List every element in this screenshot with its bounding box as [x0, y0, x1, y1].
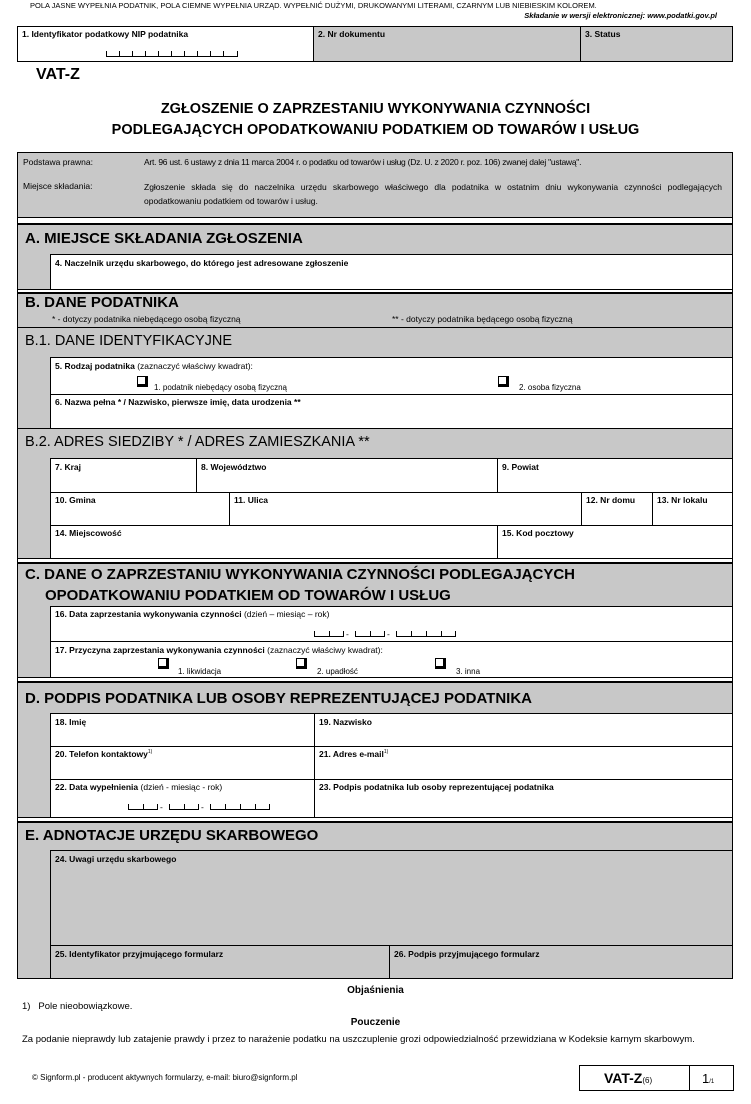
field-4-label: 4. Naczelnik urzędu skarbowego, do którego jest adresowane zgłoszenie [55, 258, 349, 268]
explanation-1: 1) Pole nieobowiązkowe. [22, 1001, 133, 1012]
nip-input-ticks [106, 51, 238, 57]
section-e-title: E. ADNOTACJE URZĘDU SKARBOWEGO [25, 827, 319, 844]
field-23-label: 23. Podpis podatnika lub osoby reprezentującej podatnika [319, 782, 554, 792]
field-6-label: 6. Nazwa pełna * / Nazwisko, pierwsze imię, data urodzenia ** [55, 397, 301, 407]
field-8-label: 8. Województwo [201, 462, 267, 472]
fill-date-day-ticks[interactable] [128, 804, 158, 810]
status-field [581, 26, 733, 62]
section-b-note-natural-person: ** - dotyczy podatnika będącego osobą fizyczną [392, 314, 573, 324]
fill-instruction: POLA JASNE WYPEŁNIA PODATNIK, POLA CIEMNE WYPEŁNIA URZĄD. WYPEŁNIĆ DUŻYMI, DRUKOWANYMI LITERAMI, CZARNYM LUB NIEBIESKIM KOLOREM. [30, 1, 597, 10]
checkbox-liquidation[interactable] [158, 658, 169, 669]
field-9-label: 9. Powiat [502, 462, 539, 472]
field-7-label: 7. Kraj [55, 462, 81, 472]
legal-basis-text: Art. 96 ust. 6 ustawy z dnia 11 marca 2004 r. o podatku od towarów i usług (Dz. U. z 2020 r. poz. 106) zwanej dalej "ustawą". [144, 157, 582, 167]
section-b1-title: B.1. DANE IDENTYFIKACYJNE [25, 333, 233, 349]
fill-date-month-ticks[interactable] [169, 804, 199, 810]
field-19-label: 19. Nazwisko [319, 717, 372, 727]
option-natural-person-label: 2. osoba fizyczna [519, 383, 581, 392]
submission-place-text: Zgłoszenie składa się do naczelnika urzędu skarbowego właściwego dla podatnika w ostatnim dniu wykonywania czynności podlegających opodatkowaniu podatkiem od towarów i usług. [144, 182, 722, 206]
field-14-label: 14. Miejscowość [55, 528, 122, 538]
date-year-ticks [396, 631, 456, 637]
status-label: 3. Status [585, 29, 621, 39]
nip-label: 1. Identyfikator podatkowy NIP podatnika [22, 29, 189, 39]
submission-place-label: Miejsce składania: [23, 181, 93, 191]
checkbox-legal-entity[interactable] [137, 376, 148, 387]
address-grid [50, 458, 732, 558]
section-c-title-line1: C. DANE O ZAPRZESTANIU WYKONYWANIA CZYNNOŚCI PODLEGAJĄCYCH [25, 566, 576, 583]
page-number: 1/1 [702, 1071, 715, 1086]
field-22-label: 22. Data wypełnienia (dzień - miesiąc - rok) [55, 782, 223, 792]
field-25-label: 25. Identyfikator przyjmującego formularz [55, 949, 224, 959]
option-other-label: 3. inna [456, 667, 481, 676]
section-b-note-legal-entity: * - dotyczy podatnika niebędącego osobą fizyczną [52, 314, 241, 324]
field-24-label: 24. Uwagi urzędu skarbowego [55, 854, 177, 864]
explanations-title: Objaśnienia [347, 985, 404, 996]
date-day-ticks [314, 631, 344, 637]
checkbox-bankruptcy[interactable] [296, 658, 307, 669]
document-number-field [314, 26, 581, 62]
field-13-label: 13. Nr lokalu [657, 495, 708, 505]
cessation-reason-field [50, 641, 732, 677]
section-c-title-line2: OPODATKOWANIU PODATKIEM OD TOWARÓW I USŁUG [45, 587, 451, 604]
checkbox-other[interactable] [435, 658, 446, 669]
option-bankruptcy-label: 2. upadłość [317, 667, 358, 676]
checkbox-natural-person[interactable] [498, 376, 509, 387]
document-number-label: 2. Nr dokumentu [318, 29, 386, 39]
section-d-title: D. PODPIS PODATNIKA LUB OSOBY REPREZENTUJĄCEJ PODATNIKA [25, 690, 532, 707]
field-5-label: 5. Rodzaj podatnika (zaznaczyć właściwy kwadrat): [55, 361, 253, 371]
cessation-date-field[interactable]: 16. Data zaprzestania wykonywania czynności (dzień – miesiąc – rok) - - [50, 606, 732, 641]
field-17-label: 17. Przyczyna zaprzestania wykonywania czynności (zaznaczyć właściwy kwadrat): [55, 645, 383, 655]
signature-grid [50, 713, 732, 817]
instruction-text: Za podanie nieprawdy lub zatajenie prawdy i przez to narażenie podatku na uszczuplenie grozi odpowiedzialność przewidziana w Kodeksie karnym skarbowym. [22, 1034, 695, 1045]
form-title-line2: PODLEGAJĄCYCH OPODATKOWANIU PODATKIEM OD TOWARÓW I USŁUG [111, 122, 640, 138]
instruction-title: Pouczenie [350, 1017, 401, 1028]
legal-basis-label: Podstawa prawna: [23, 157, 93, 167]
section-a-title: A. MIEJSCE SKŁADANIA ZGŁOSZENIA [25, 230, 303, 247]
section-b-title: B. DANE PODATNIKA [25, 294, 179, 311]
legal-basis-block [17, 152, 733, 218]
field-11-label: 11. Ulica [234, 495, 269, 505]
field-15-label: 15. Kod pocztowy [502, 528, 574, 538]
producer-credit: © Signform.pl - producent aktywnych formularzy, e-mail: biuro@signform.pl [32, 1073, 298, 1082]
taxpayer-type-field [50, 357, 732, 394]
fill-date-year-ticks[interactable] [210, 804, 270, 810]
section-b2-title: B.2. ADRES SIEDZIBY * / ADRES ZAMIESZKANIA ** [25, 434, 370, 450]
electronic-submission-note: Składanie w wersji elektronicznej: www.podatki.gov.pl [524, 11, 717, 20]
tax-office-field[interactable] [50, 254, 732, 289]
form-title-line1: ZGŁOSZENIE O ZAPRZESTANIU WYKONYWANIA CZYNNOŚCI [160, 101, 591, 117]
field-20-label: 20. Telefon kontaktowy$^{1)}$ [55, 749, 153, 759]
footer-form-id-box [579, 1065, 734, 1091]
option-liquidation-label: 1. likwidacja [178, 667, 222, 676]
option-legal-entity-label: 1. podatnik niebędący osobą fizyczną [154, 383, 287, 392]
field-18-label: 18. Imię [55, 717, 87, 727]
footer-form-code: VAT-Z(6) [604, 1070, 653, 1086]
date-month-ticks [355, 631, 385, 637]
full-name-field[interactable] [50, 394, 732, 428]
field-21-label: 21. Adres e-mail$^{1)}$ [319, 749, 389, 759]
field-16-label: 16. Data zaprzestania wykonywania czynności (dzień – miesiąc – rok) [55, 609, 330, 619]
field-10-label: 10. Gmina [55, 495, 96, 505]
form-code: VAT-Z [36, 66, 80, 83]
field-12-label: 12. Nr domu [586, 495, 636, 505]
nip-field[interactable] [17, 26, 314, 62]
field-26-label: 26. Podpis przyjmującego formularz [394, 949, 540, 959]
